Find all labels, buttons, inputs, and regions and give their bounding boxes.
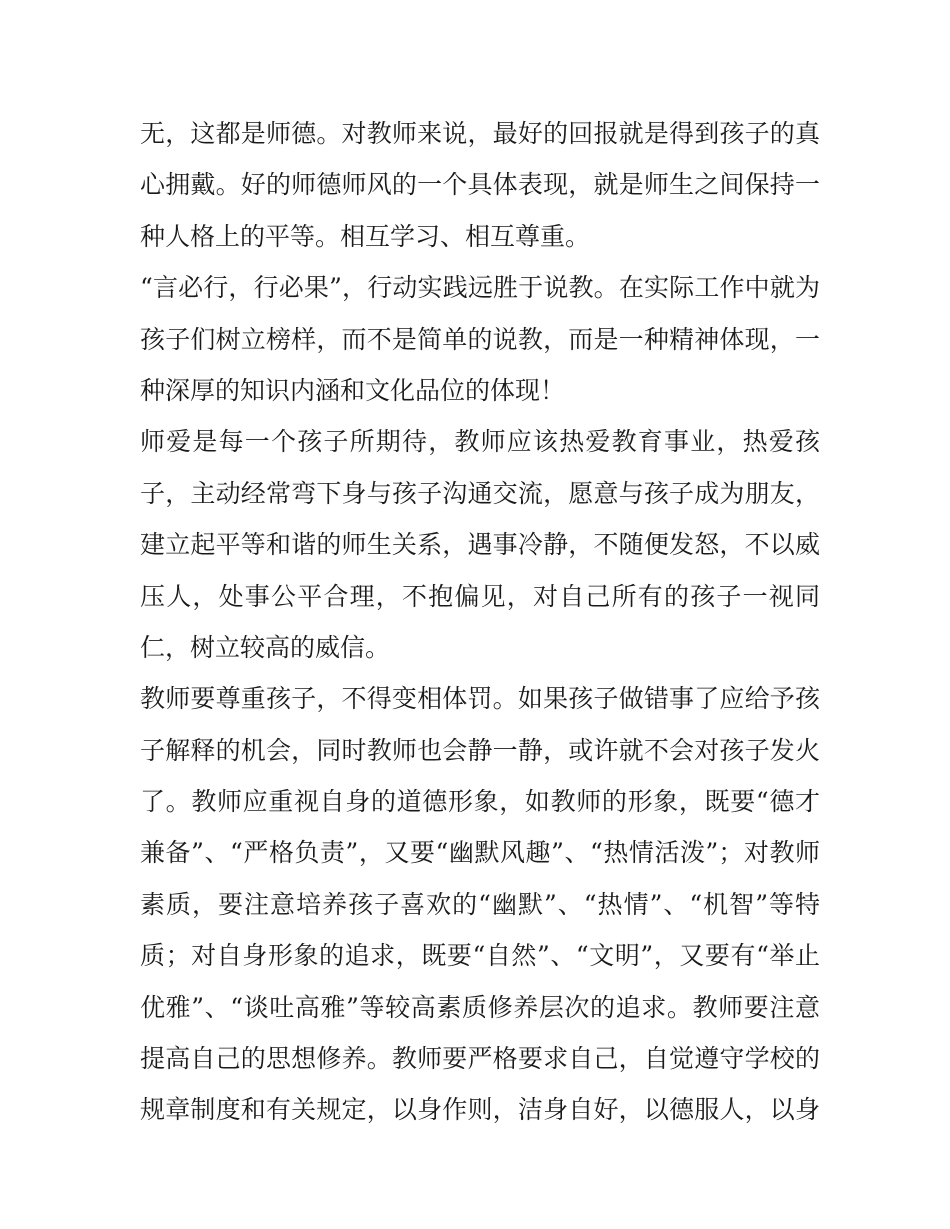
text-line: 素质，要注意培养孩子喜欢的“幽默”、“热情”、“机智”等特	[140, 889, 820, 919]
text-line: 心拥戴。好的师德师风的一个具体表现，就是师生之间保持一	[140, 170, 820, 200]
text-line: 孩子们树立榜样，而不是简单的说教，而是一种精神体现，一	[140, 324, 820, 354]
text-line: 子解释的机会，同时教师也会静一静，或许就不会对孩子发火	[140, 735, 820, 765]
text-line: 无，这都是师德。对教师来说，最好的回报就是得到孩子的真	[140, 119, 820, 148]
text-line: 种人格上的平等。相互学习、相互尊重。	[140, 221, 591, 251]
text-line: 子，主动经常弯下身与孩子沟通交流，愿意与孩子成为朋友，	[140, 478, 820, 508]
text-line: 种深厚的知识内涵和文化品位的体现！	[140, 375, 566, 405]
text-line: 优雅”、“谈吐高雅”等较高素质修养层次的追求。教师要注意	[140, 992, 820, 1022]
text-line: 规章制度和有关规定，以身作则，洁身自好，以德服人，以身	[140, 1095, 820, 1125]
text-line: 了。教师应重视自身的道德形象，如教师的形象，既要“德才	[140, 787, 820, 817]
body-text	[140, 108, 820, 1136]
text-line: 师爱是每一个孩子所期待，教师应该热爱教育事业，热爱孩	[140, 427, 820, 457]
text-line: 仁，树立较高的威信。	[140, 632, 391, 662]
text-line: 建立起平等和谐的师生关系，遇事冷静，不随便发怒，不以威	[140, 530, 820, 560]
text-line: 兼备”、“严格负责”，又要“幽默风趣”、“热情活泼”；对教师	[140, 838, 820, 868]
text-line: 压人，处事公平合理，不抱偏见，对自己所有的孩子一视同	[140, 581, 820, 611]
text-line: 提高自己的思想修养。教师要严格要求自己，自觉遵守学校的	[140, 1044, 820, 1074]
text-line: 质；对自身形象的追求，既要“自然”、“文明”，又要有“举止	[140, 941, 820, 971]
text-line: 教师要尊重孩子，不得变相体罚。如果孩子做错事了应给予孩	[140, 684, 820, 714]
text-line: “言必行，行必果”，行动实践远胜于说教。在实际工作中就为	[140, 273, 820, 303]
